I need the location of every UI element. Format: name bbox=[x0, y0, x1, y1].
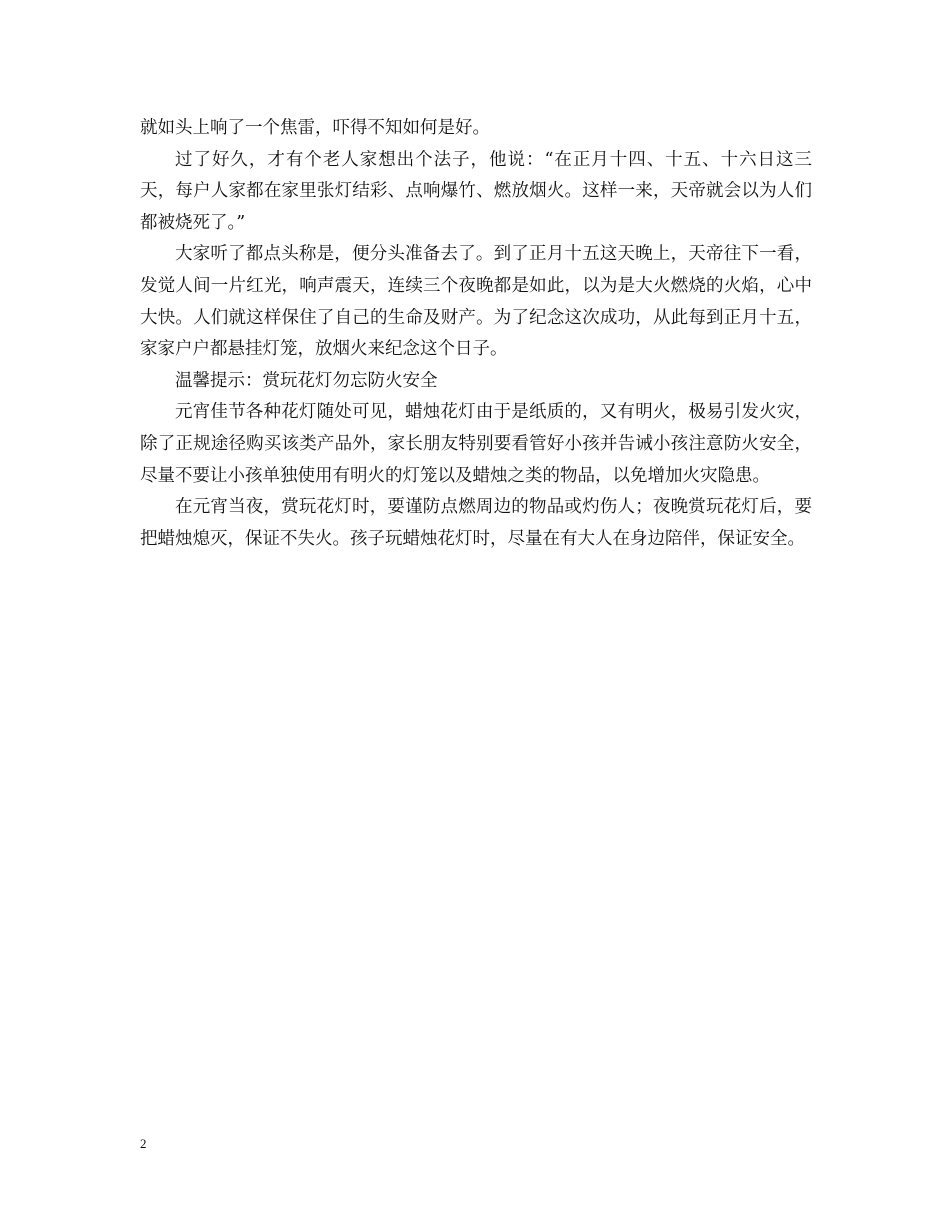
paragraph-lantern-night-advice: 在元宵当夜，赏玩花灯时，要谨防点燃周边的物品或灼伤人；夜晚赏玩花灯后，要把蜡烛熄灭，保证不失火。孩子玩蜡烛花灯时，尽量在有大人在身边陪伴，保证安全。 bbox=[140, 497, 812, 549]
paragraph-old-man-idea: 过了好久，才有个老人家想出个法子，他说：“在正月十四、十五、十六日这三天，每户人家都在家里张灯结彩、点响爆竹、燃放烟火。这样一来，天帝就会以为人们都被烧死了。” bbox=[140, 149, 812, 233]
document-body bbox=[140, 113, 812, 555]
page-number: 2 bbox=[140, 1136, 147, 1151]
paragraph-safety-tip-heading: 温馨提示：赏玩花灯勿忘防火安全 bbox=[175, 370, 438, 391]
paragraph-fire-safety-advice: 元宵佳节各种花灯随处可见，蜡烛花灯由于是纸质的，又有明火，极易引发火灾，除了正规途径购买该类产品外，家长朋友特别要看管好小孩并告诫小孩注意防火安全，尽量不要让小孩单独使用有明火的灯笼以及蜡烛之类的物品，以免增加火灾隐患。 bbox=[140, 402, 812, 486]
paragraph-lantern-festival-origin: 大家听了都点头称是，便分头准备去了。到了正月十五这天晚上，天帝往下一看，发觉人间一片红光，响声震天，连续三个夜晚都是如此，以为是大火燃烧的火焰，心中大快。人们就这样保住了自己的生命及财产。为了纪念这次成功，从此每到正月十五，家家户户都悬挂灯笼，放烟火来纪念这个日子。 bbox=[140, 244, 812, 360]
paragraph-continuation: 就如头上响了一个焦雷，吓得不知如何是好。 bbox=[140, 118, 490, 138]
